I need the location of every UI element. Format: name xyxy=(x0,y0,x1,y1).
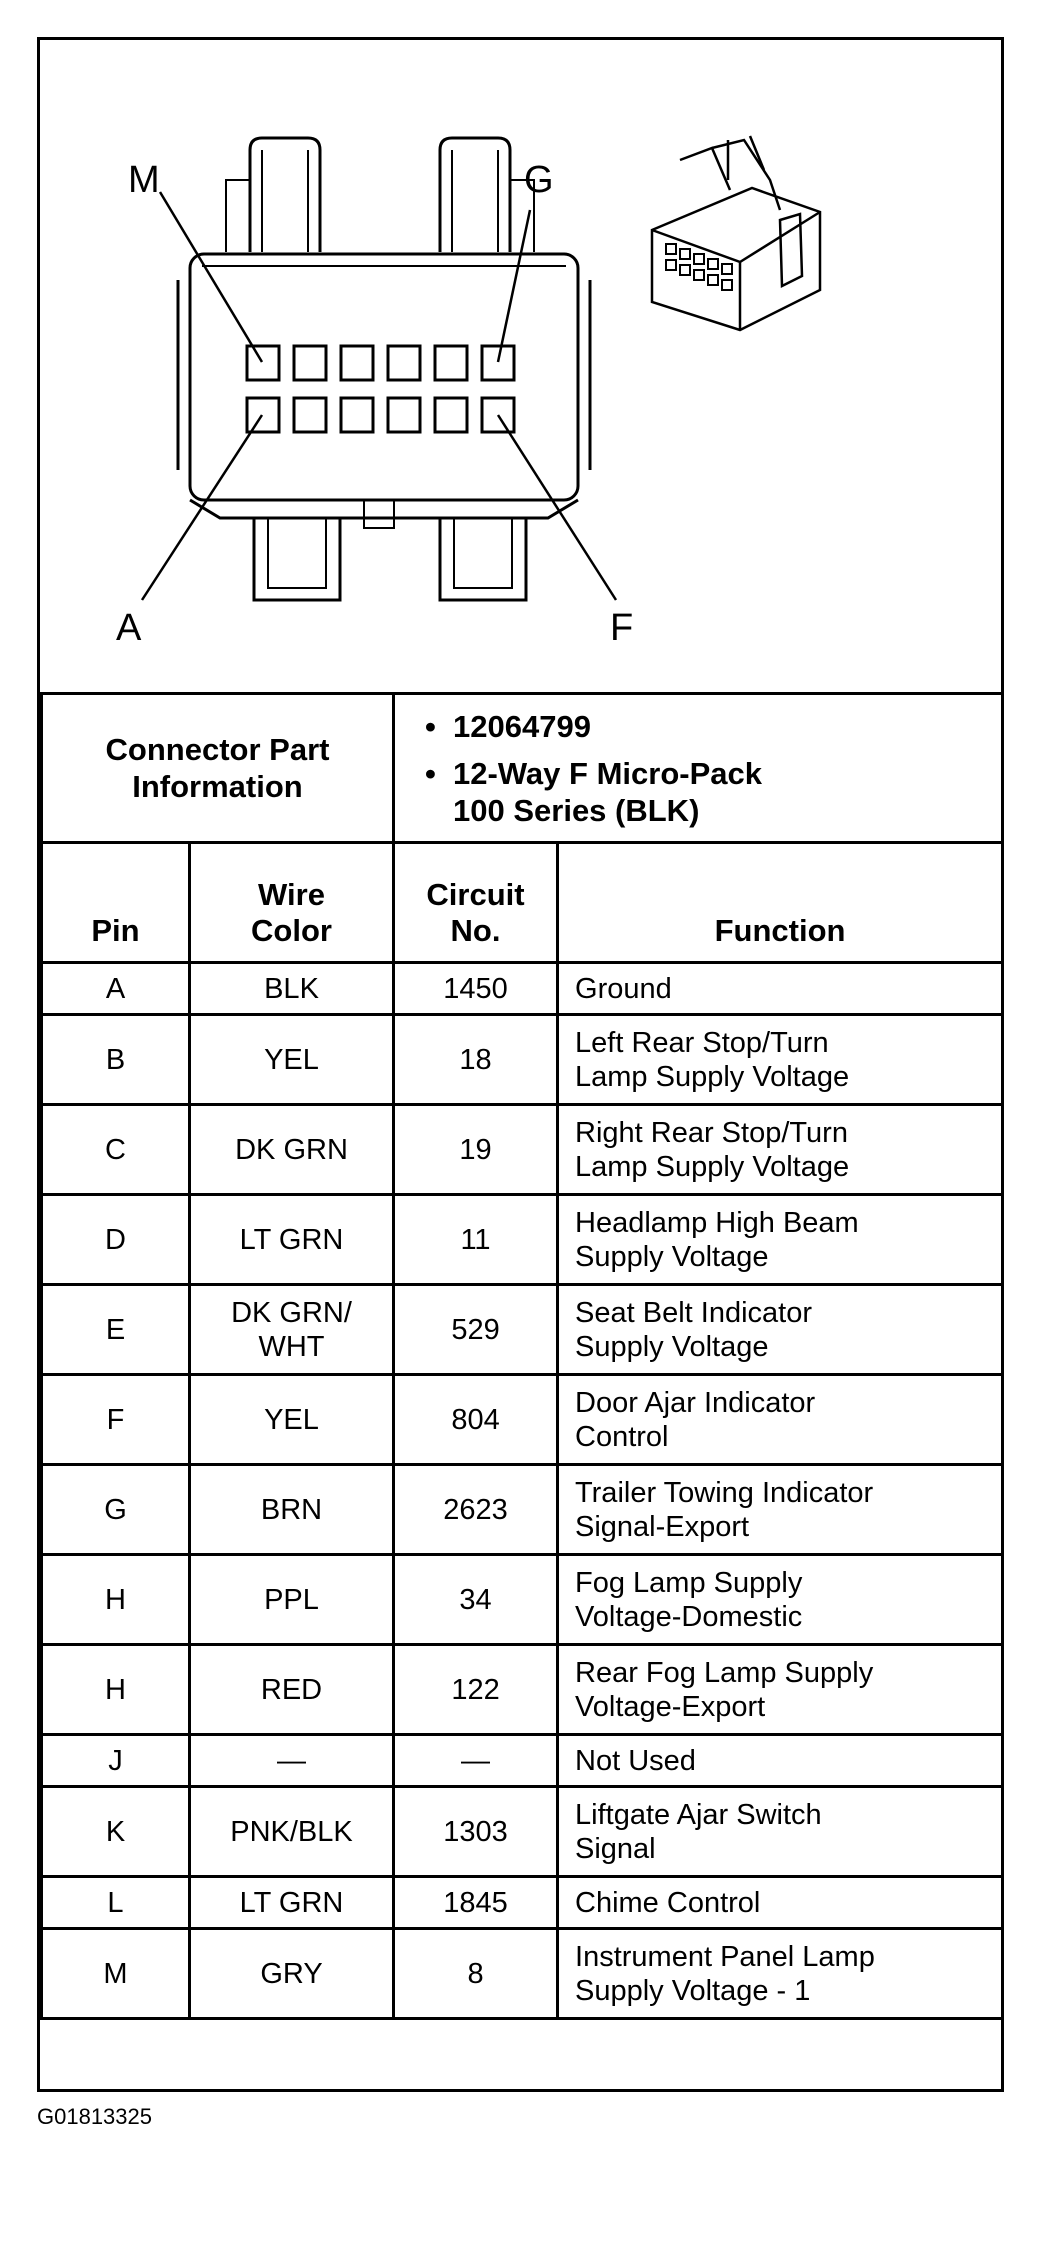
header-wire-color xyxy=(190,843,394,963)
header-circuit xyxy=(394,843,558,963)
function-cell xyxy=(558,1645,1003,1735)
callout-g: G xyxy=(524,159,554,201)
function-cell-line: Trailer Towing Indicator xyxy=(575,1476,874,1509)
table-row xyxy=(42,1877,1003,1929)
pin-cell: E xyxy=(42,1285,190,1375)
function-cell-line: Liftgate Ajar Switch xyxy=(575,1798,822,1831)
wire-color-cell: BRN xyxy=(190,1465,394,1555)
pin-cell: D xyxy=(42,1195,190,1285)
pin-cell: F xyxy=(42,1375,190,1465)
circuit-cell: 8 xyxy=(394,1929,558,2019)
connector-description-line1: 12-Way F Micro-Pack xyxy=(453,755,762,791)
circuit-cell: 122 xyxy=(394,1645,558,1735)
table-row xyxy=(42,1787,1003,1877)
table-row xyxy=(42,1285,1003,1375)
circuit-cell: — xyxy=(394,1735,558,1787)
function-cell xyxy=(558,1929,1003,2019)
table-row xyxy=(42,1015,1003,1105)
wire-color-cell: DK GRN xyxy=(190,1105,394,1195)
callout-f: F xyxy=(610,607,634,649)
pin-cell: G xyxy=(42,1465,190,1555)
pin-cell: L xyxy=(42,1877,190,1929)
pin-cell: B xyxy=(42,1015,190,1105)
function-cell xyxy=(558,1787,1003,1877)
wire-color-cell: YEL xyxy=(190,1015,394,1105)
figure-id: G01813325 xyxy=(37,2104,152,2129)
connector-info-label: Connector Part Information xyxy=(42,694,394,843)
table-row xyxy=(42,1195,1003,1285)
wire-color-cell: GRY xyxy=(190,1929,394,2019)
callout-a: A xyxy=(116,607,142,649)
wire-color-cell: YEL xyxy=(190,1375,394,1465)
header-circuit-text: Circuit No. xyxy=(426,877,525,948)
pinout-table xyxy=(40,692,1004,2020)
table-row xyxy=(42,963,1003,1015)
circuit-cell: 18 xyxy=(394,1015,558,1105)
function-cell-line: Seat Belt Indicator xyxy=(575,1296,812,1329)
pin-cell: M xyxy=(42,1929,190,2019)
function-cell-line: Supply Voltage xyxy=(575,1330,769,1363)
header-wire-color-text: Wire Color xyxy=(251,877,332,948)
function-cell: Chime Control xyxy=(558,1877,1003,1929)
connector-sheet xyxy=(37,37,1004,2092)
circuit-cell: 1450 xyxy=(394,963,558,1015)
function-cell: Ground xyxy=(558,963,1003,1015)
pin-cavities xyxy=(247,346,514,432)
header-pin: Pin xyxy=(42,843,190,963)
table-row xyxy=(42,1645,1003,1735)
function-cell xyxy=(558,1465,1003,1555)
function-cell-line: Voltage-Domestic xyxy=(575,1600,803,1633)
function-cell-line: Voltage-Export xyxy=(575,1690,766,1723)
wire-color-cell: PPL xyxy=(190,1555,394,1645)
function-cell xyxy=(558,1555,1003,1645)
function-cell-line: Supply Voltage xyxy=(575,1240,769,1273)
circuit-cell: 2623 xyxy=(394,1465,558,1555)
header-function: Function xyxy=(558,843,1003,963)
function-cell xyxy=(558,1195,1003,1285)
connector-face-drawing xyxy=(40,40,1001,692)
wire-color-cell-line: WHT xyxy=(258,1330,325,1363)
circuit-cell: 804 xyxy=(394,1375,558,1465)
pin-cell: H xyxy=(42,1645,190,1735)
function-cell-line: Signal xyxy=(575,1832,656,1865)
function-cell: Not Used xyxy=(558,1735,1003,1787)
function-cell-line: Headlamp High Beam xyxy=(575,1206,859,1239)
function-cell-line: Rear Fog Lamp Supply xyxy=(575,1656,874,1689)
function-cell xyxy=(558,1285,1003,1375)
wire-color-cell: LT GRN xyxy=(190,1195,394,1285)
circuit-cell: 529 xyxy=(394,1285,558,1375)
pin-cell: H xyxy=(42,1555,190,1645)
connector-description-line2: 100 Series (BLK) xyxy=(453,792,700,828)
function-cell-line: Signal-Export xyxy=(575,1510,750,1543)
function-cell-line: Door Ajar Indicator xyxy=(575,1386,816,1419)
circuit-cell: 34 xyxy=(394,1555,558,1645)
function-cell xyxy=(558,1375,1003,1465)
function-cell-line: Control xyxy=(575,1420,669,1453)
table-row xyxy=(42,1555,1003,1645)
wire-color-cell: LT GRN xyxy=(190,1877,394,1929)
wire-color-cell: PNK/BLK xyxy=(190,1787,394,1877)
callout-m: M xyxy=(128,159,160,201)
function-cell-line: Right Rear Stop/Turn xyxy=(575,1116,848,1149)
connector-illustration xyxy=(40,40,1001,692)
part-number: 12064799 xyxy=(453,708,591,744)
function-cell xyxy=(558,1015,1003,1105)
pin-cell: J xyxy=(42,1735,190,1787)
wire-color-cell: RED xyxy=(190,1645,394,1735)
function-cell xyxy=(558,1105,1003,1195)
connector-info-values: • 12064799 • 12-Way F Micro-Pack 100 Series (BLK) xyxy=(394,694,1003,843)
function-cell-line: Left Rear Stop/Turn xyxy=(575,1026,829,1059)
wire-color-cell: BLK xyxy=(190,963,394,1015)
table-row xyxy=(42,1375,1003,1465)
connector-perspective-drawing xyxy=(652,136,820,330)
function-cell-line: Lamp Supply Voltage xyxy=(575,1150,850,1183)
function-cell-line: Lamp Supply Voltage xyxy=(575,1060,850,1093)
circuit-cell: 1303 xyxy=(394,1787,558,1877)
circuit-cell: 11 xyxy=(394,1195,558,1285)
pin-cell: A xyxy=(42,963,190,1015)
function-cell-line: Instrument Panel Lamp xyxy=(575,1940,875,1973)
pinout-rows xyxy=(42,963,1003,2019)
table-row xyxy=(42,1105,1003,1195)
table-row xyxy=(42,1465,1003,1555)
pin-cell: K xyxy=(42,1787,190,1877)
pin-cell: C xyxy=(42,1105,190,1195)
circuit-cell: 19 xyxy=(394,1105,558,1195)
table-row xyxy=(42,1735,1003,1787)
circuit-cell: 1845 xyxy=(394,1877,558,1929)
wire-color-cell-line: DK GRN/ xyxy=(231,1296,352,1329)
table-row xyxy=(42,1929,1003,2019)
function-cell-line: Fog Lamp Supply xyxy=(575,1566,803,1599)
wire-color-cell: — xyxy=(190,1735,394,1787)
function-cell-line: Supply Voltage - 1 xyxy=(575,1974,811,2007)
wire-color-cell xyxy=(190,1285,394,1375)
